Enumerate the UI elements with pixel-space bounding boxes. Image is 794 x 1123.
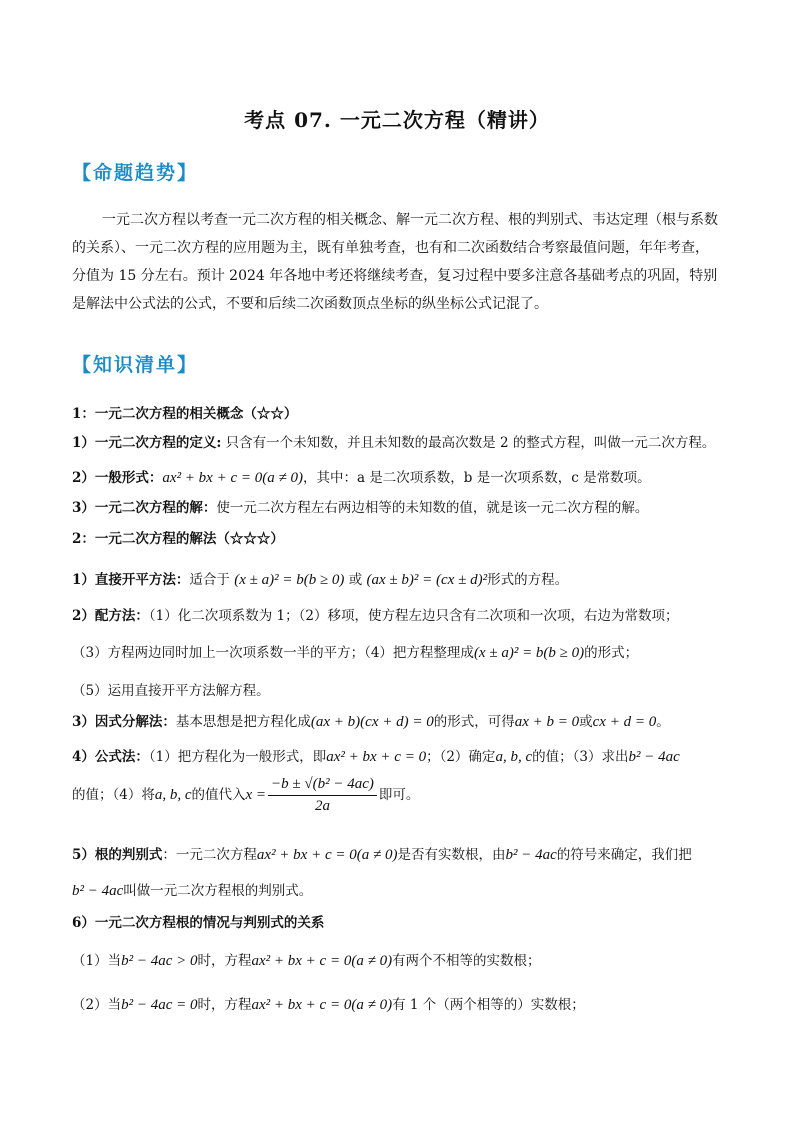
method-formula-discriminant: b² − 4ac xyxy=(628,749,680,765)
general-form-text: ，其中：a 是二次项系数，b 是一次项系数，c 是常数项。 xyxy=(302,470,651,486)
discriminant-label: 5）根的判别式 xyxy=(72,847,163,863)
discriminant-line xyxy=(72,843,732,864)
case-one-root-line xyxy=(72,993,732,1014)
quadratic-formula-numerator: −b ± √(b² − 4ac) xyxy=(268,776,377,796)
method-formula-line xyxy=(72,745,732,766)
method-square-root-end: 形式的方程。 xyxy=(487,572,569,588)
general-form-line xyxy=(72,466,732,487)
method-formula-general-form: ax² + bx + c = 0 xyxy=(326,749,427,765)
section-heading-trend: 【命题趋势】 xyxy=(72,162,199,184)
method-completing-square-step3: （3）方程两边同时加上一次项系数一半的平方；（4）把方程整理成 xyxy=(72,645,474,661)
method-factoring-formula-3: cx + d = 0 xyxy=(592,714,657,730)
heading-concepts: 1：一元二次方程的相关概念（☆☆） xyxy=(72,406,298,422)
case-two-roots-prefix: （1）当 xyxy=(72,953,122,969)
solution-text: 使一元二次方程左右两边相等的未知数的值，就是该一元二次方程的解。 xyxy=(216,500,649,516)
method-factoring-end: 。 xyxy=(656,714,670,730)
case-two-roots-text: 时，方程 xyxy=(197,953,252,969)
quadratic-formula-x: x = xyxy=(245,787,267,803)
quadratic-formula-denominator: 2a xyxy=(314,798,330,814)
method-formula-line-2 xyxy=(72,776,732,815)
quadratic-formula-fraction xyxy=(268,776,377,815)
case-one-root-equation: ax² + bx + c = 0(a ≠ 0) xyxy=(251,997,393,1013)
case-two-roots-equation: ax² + bx + c = 0(a ≠ 0) xyxy=(251,953,393,969)
method-formula-label: 4）公式法： xyxy=(72,749,149,765)
discriminant-expression: b² − 4ac xyxy=(505,847,557,863)
discriminant-expression-2: b² − 4ac xyxy=(72,883,124,899)
case-two-roots-line xyxy=(72,949,732,970)
method-square-root-formula-2: (ax ± b)² = (cx ± d)² xyxy=(366,572,488,588)
method-square-root-text: 适合于 xyxy=(189,572,235,588)
method-completing-square-formula: (x ± a)² = b(b ≥ 0) xyxy=(473,645,585,661)
case-one-root-prefix: （2）当 xyxy=(72,997,122,1013)
definition-line xyxy=(72,431,732,451)
method-formula-step4: 的值；（4）将 xyxy=(72,787,155,803)
method-completing-square-steps: （1）化二次项系数为 1；（2）移项，使方程左边只含有二次项和一次项，右边为常数项； xyxy=(148,608,679,624)
method-square-root-formula-1: (x ± a)² = b(b ≥ 0) xyxy=(234,572,345,588)
method-formula-step3: 的值；（3）求出 xyxy=(532,749,629,765)
section-heading-knowledge: 【知识清单】 xyxy=(72,354,199,376)
discriminant-line-2 xyxy=(72,879,732,900)
method-completing-square-line xyxy=(72,604,732,624)
page-title: 考点 07. 一元二次方程（精讲） xyxy=(244,108,550,132)
method-factoring-line xyxy=(72,710,732,731)
method-square-root-or: 或 xyxy=(344,572,367,588)
method-square-root-label: 1）直接开平方法： xyxy=(72,572,190,588)
method-factoring-formula-1: (ax + b)(cx + d) = 0 xyxy=(310,714,434,730)
case-one-root-result: 有 1 个（两个相等的）实数根； xyxy=(392,997,585,1013)
case-one-root-text: 时，方程 xyxy=(197,997,252,1013)
discriminant-text-4: 叫做一元二次方程根的判别式。 xyxy=(123,883,313,899)
method-formula-coeffs-2: a, b, c xyxy=(154,787,192,803)
method-factoring-label: 3）因式分解法： xyxy=(72,714,176,730)
discriminant-text-1: ：一元二次方程 xyxy=(162,847,257,863)
heading-methods: 2：一元二次方程的解法（☆☆☆） xyxy=(72,531,284,547)
general-form-label: 2）一般形式： xyxy=(72,470,163,486)
discriminant-text-3: 的符号来确定，我们把 xyxy=(556,847,692,863)
method-completing-square-step4-end: 的形式； xyxy=(584,645,639,661)
intro-paragraph: 一元二次方程以考查一元二次方程的相关概念、解一元二次方程、根的判别式、韦达定理（根与系数的关系）、一元二次方程的应用题为主，既有单独考查，也有和二次函数结合考察最值问题，年年考查，分值为 15 分左右。预计 2024 年各地中考还将继续考查，复习过程中要多注意各基础考点的巩固，特别是解法中公式法的公式，不要和后续二次函数顶点坐标的纵坐标公式记混了。 xyxy=(72,212,718,312)
method-formula-end: 即可。 xyxy=(378,787,420,803)
method-completing-square-line-3: （5）运用直接开平方法解方程。 xyxy=(72,683,270,699)
case-two-roots-result: 有两个不相等的实数根； xyxy=(392,953,541,969)
general-form-formula: ax² + bx + c = 0(a ≠ 0) xyxy=(162,470,303,486)
heading-root-cases: 6）一元二次方程根的情况与判别式的关系 xyxy=(72,915,325,931)
solution-line xyxy=(72,496,732,516)
method-square-root-line xyxy=(72,568,732,589)
method-completing-square-line-2 xyxy=(72,641,732,662)
solution-label: 3）一元二次方程的解： xyxy=(72,500,217,516)
definition-text: 只含有一个未知数，并且未知数的最高次数是 2 的整式方程，叫做一元二次方程。 xyxy=(221,435,716,451)
method-factoring-text-2: 的形式，可得 xyxy=(433,714,515,730)
method-completing-square-label: 2）配方法： xyxy=(72,608,149,624)
case-one-root-condition: b² − 4ac = 0 xyxy=(121,997,198,1013)
discriminant-equation: ax² + bx + c = 0(a ≠ 0) xyxy=(256,847,398,863)
case-two-roots-condition: b² − 4ac > 0 xyxy=(121,953,198,969)
method-factoring-text: 基本思想是把方程化成 xyxy=(175,714,311,730)
method-factoring-or: 或 xyxy=(579,714,593,730)
method-formula-step1: （1）把方程化为一般形式，即 xyxy=(148,749,327,765)
method-factoring-formula-2: ax + b = 0 xyxy=(514,714,580,730)
method-formula-substitute: 的值代入 xyxy=(191,787,246,803)
definition-label: 1）一元二次方程的定义: xyxy=(72,435,222,451)
discriminant-text-2: 是否有实数根，由 xyxy=(397,847,506,863)
method-formula-step2: ；（2）确定 xyxy=(426,749,496,765)
method-formula-coeffs: a, b, c xyxy=(495,749,533,765)
